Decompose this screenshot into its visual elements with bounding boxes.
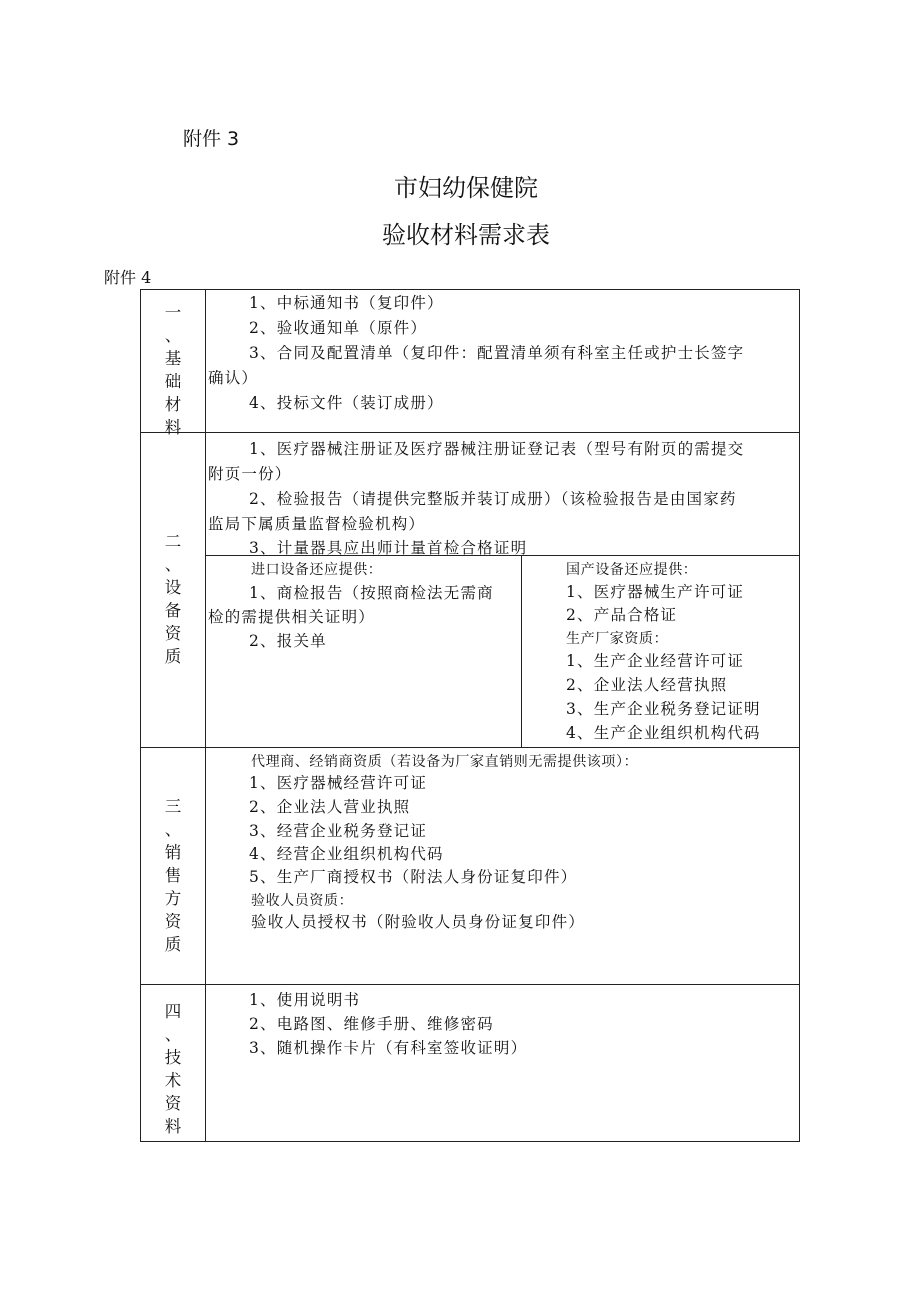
list-item: 3、经营企业税务登记证 [249,822,428,840]
list-item: 2、企业法人营业执照 [249,798,411,816]
section-technical-label: 四 、 技 术 资 料 [164,1002,182,1136]
attachment-3-label: 附件 3 [183,128,240,150]
list-item: 3、计量器具应出师计量首检合格证明 [249,539,528,557]
domestic-heading: 国产设备还应提供： [566,562,698,578]
list-item: 1、中标通知书（复印件） [249,294,444,312]
inspector-heading: 验收人员资质： [251,893,354,909]
row-divider-2 [140,747,800,748]
list-item: 2、验收通知单（原件） [249,319,428,337]
sales-heading: 代理商、经销商资质（若设备为厂家直销则无需提供该项）： [251,754,639,770]
section-sales-label: 三 、 销 售 方 资 质 [164,797,182,954]
attachment-4-label: 附件 4 [104,268,152,287]
list-item: 1、医疗器械注册证及医疗器械注册证登记表（型号有附页的需提交 [249,440,745,458]
imported-heading: 进口设备还应提供： [251,562,383,578]
list-item: 检的需提供相关证明） [208,608,376,626]
list-item: 确认） [208,369,259,387]
list-item: 3、合同及配置清单（复印件：配置清单须有科室主任或护士长签字 [249,344,745,362]
list-item: 4、经营企业组织机构代码 [249,845,444,863]
list-item: 4、生产企业组织机构代码 [566,724,761,742]
list-item: 3、随机操作卡片（有科室签收证明） [249,1039,528,1057]
row-divider-1 [140,432,800,433]
row-divider-3 [140,984,800,985]
equipment-column-divider [521,555,522,747]
list-item: 3、生产企业税务登记证明 [566,700,761,718]
list-item: 1、医疗器械经营许可证 [249,774,428,792]
section-basic-label: 一 、 基 础 材 料 [164,303,182,437]
org-title: 市妇幼保健院 [394,174,538,202]
list-item: 2、企业法人经营执照 [566,676,728,694]
list-item: 4、投标文件（装订成册） [249,394,444,412]
list-item: 2、检验报告（请提供完整版并装订成册）（该检验报告是由国家药 [249,490,737,508]
section-equipment-label: 二 、 设 备 资 质 [164,532,182,666]
list-item: 5、生产厂商授权书（附法人身份证复印件） [249,868,578,886]
list-item: 1、医疗器械生产许可证 [566,583,745,601]
list-item: 验收人员授权书（附验收人员身份证复印件） [251,913,586,931]
list-item: 附页一份） [208,465,292,483]
list-item: 1、生产企业经营许可证 [566,652,745,670]
list-item: 监局下属质量监督检验机构） [208,515,426,533]
list-item: 2、产品合格证 [566,606,678,624]
manufacturer-heading: 生产厂家资质： [566,631,669,647]
list-item: 2、报关单 [249,632,327,650]
list-item: 1、商检报告（按照商检法无需商 [249,584,494,602]
list-item: 1、使用说明书 [249,991,361,1009]
form-title: 验收材料需求表 [382,221,550,249]
list-item: 2、电路图、维修手册、维修密码 [249,1015,494,1033]
